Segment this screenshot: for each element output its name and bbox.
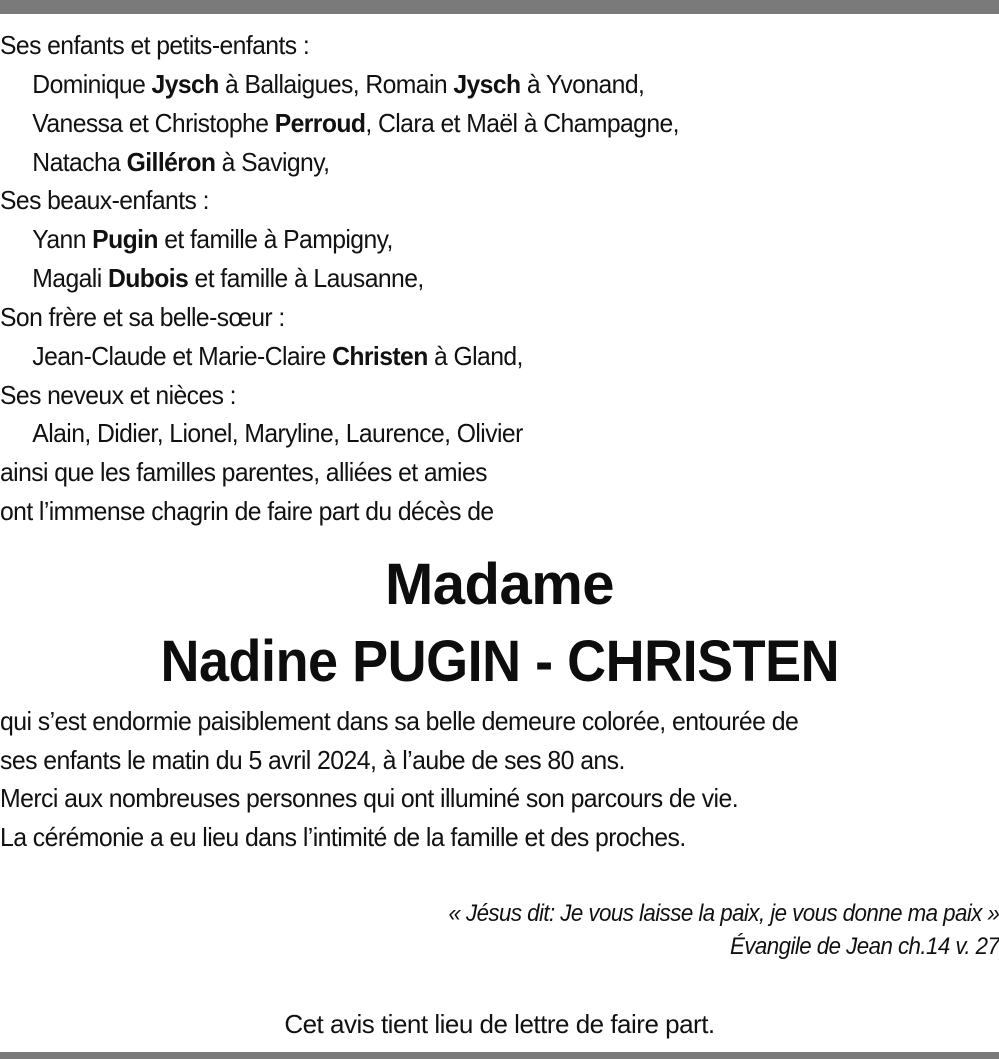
sibling-header: Son frère et sa belle-sœur : xyxy=(0,301,285,332)
surname: Perroud xyxy=(274,107,366,138)
announcement-line: ont l’immense chagrin de faire part du décès de xyxy=(0,496,494,527)
stepchildren-line-1: Yann Pugin et famille à Pampigny, xyxy=(32,224,393,255)
children-line-1: Dominique Jysch à Ballaigues, Romain Jysch à Yvonand, xyxy=(32,68,645,99)
deceased-name: Nadine PUGIN - CHRISTEN xyxy=(160,629,839,694)
surname: Gilléron xyxy=(126,146,216,177)
family-list xyxy=(0,26,949,531)
body-line-3: Merci aux nombreuses personnes qui ont illuminé son parcours de vie. xyxy=(0,783,739,814)
children-header: Ses enfants et petits-enfants : xyxy=(0,30,310,60)
top-rule xyxy=(0,0,999,14)
families-line: ainsi que les familles parentes, alliées et amies xyxy=(0,457,487,488)
children-line-3: Natacha Gilléron à Savigny, xyxy=(32,146,330,177)
sibling-line-1: Jean-Claude et Marie-Claire Christen à Gland, xyxy=(32,340,523,371)
surname: Dubois xyxy=(107,263,189,294)
quote-text: « Jésus dit: Je vous laisse la paix, je vous donne ma paix » xyxy=(448,900,999,927)
stepchildren-line-2: Magali Dubois et famille à Lausanne, xyxy=(32,263,424,294)
nephews-header: Ses neveux et nièces : xyxy=(0,379,236,410)
surname: Christen xyxy=(332,340,428,371)
body-line-4: La cérémonie a eu lieu dans l’intimité de la famille et des proches. xyxy=(0,822,686,853)
closing-note: Cet avis tient lieu de lettre de faire part. xyxy=(284,1009,715,1039)
surname: Jysch xyxy=(151,68,219,99)
surname: Pugin xyxy=(92,224,158,255)
stepchildren-header: Ses beaux-enfants : xyxy=(0,185,209,216)
deceased-heading xyxy=(0,546,999,700)
body-line-1: qui s’est endormie paisiblement dans sa belle demeure colorée, entourée de xyxy=(0,706,799,736)
bottom-rule xyxy=(0,1052,999,1059)
quote-source: Évangile de Jean ch.14 v. 27 xyxy=(729,933,999,960)
surname: Jysch xyxy=(453,68,521,99)
announcement-body xyxy=(0,702,993,857)
body-line-2: ses enfants le matin du 5 avril 2024, à l’aube de ses 80 ans. xyxy=(0,744,625,775)
children-line-2: Vanessa et Christophe Perroud, Clara et Maël à Champagne, xyxy=(32,107,679,138)
honorific: Madame xyxy=(384,552,615,617)
nephews-line-1: Alain, Didier, Lionel, Maryline, Laurence, Olivier xyxy=(32,418,523,449)
bible-quote xyxy=(448,897,999,963)
